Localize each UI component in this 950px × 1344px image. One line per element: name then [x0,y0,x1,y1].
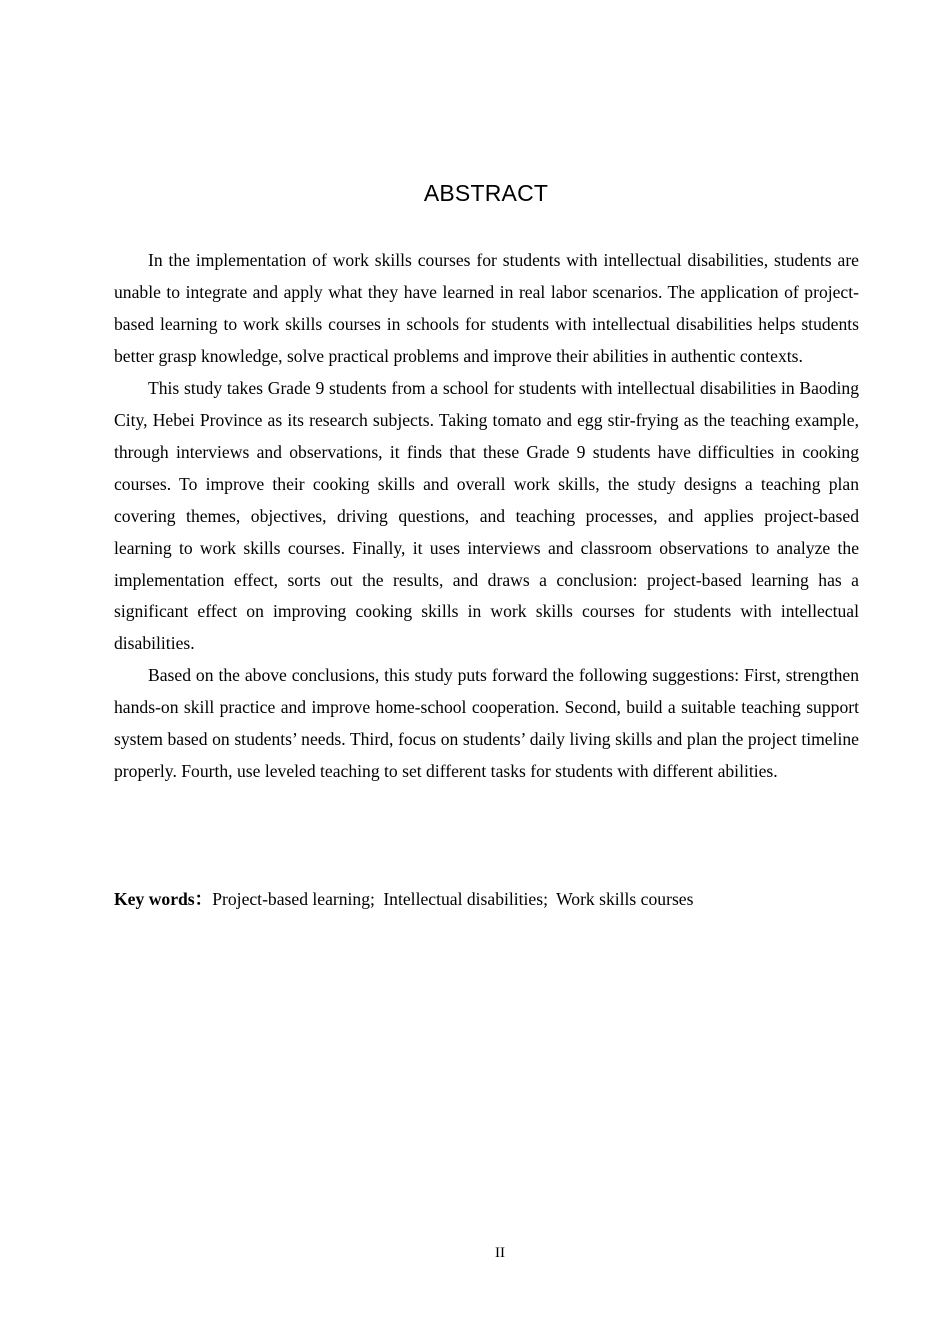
abstract-paragraph: Based on the above conclusions, this study puts forward the following suggestions: First, strengthen hands-on skill practice and improve home-school cooperation. Second, build a suitable teaching support system based on students’ needs. Third, focus on students’ daily living skills and plan the project timeline properly. Fourth, use leveled teaching to set different tasks for students with different abilities. [114,665,859,782]
abstract-body [114,245,859,788]
keyword-item: Intellectual disabilities; [383,889,548,909]
keywords-line [114,885,859,913]
abstract-paragraph: In the implementation of work skills courses for students with intellectual disabilities, students are unable to integrate and apply what they have learned in real labor scenarios. The application of project-based learning to work skills courses in schools for students with intellectual disabilities helps students better grasp knowledge, solve practical problems and improve their abilities in authentic contexts. [114,250,859,366]
keyword-item: Project-based learning; [212,889,375,909]
page-title: ABSTRACT [423,180,549,206]
page-number: II [495,1245,505,1261]
abstract-paragraph: This study takes Grade 9 students from a school for students with intellectual disabilities in Baoding City, Hebei Province as its research subjects. Taking tomato and egg stir-frying as the teaching example, through interviews and observations, it finds that these Grade 9 students have difficulties in cooking courses. To improve their cooking skills and overall work skills, the study designs a teaching plan covering themes, objectives, driving questions, and teaching processes, and applies project-based learning to work skills courses. Finally, it uses interviews and classroom observations to analyze the implementation effect, sorts out the results, and draws a conclusion: project-based learning has a significant effect on improving cooking skills in work skills courses for students with intellectual disabilities. [114,377,859,654]
keyword-item: Work skills courses [556,889,694,909]
keywords-label: Key words： [114,889,213,909]
